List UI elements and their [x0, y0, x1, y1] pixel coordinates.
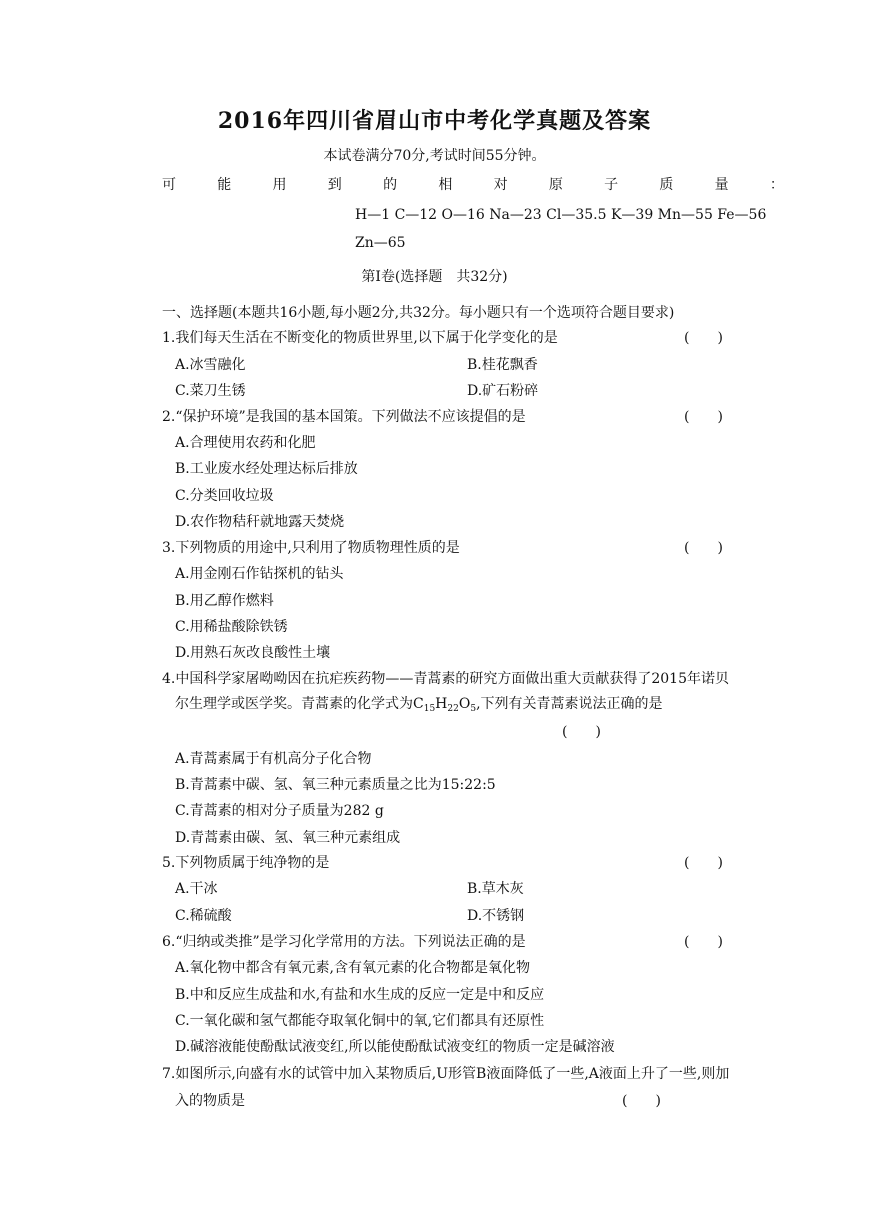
answer-blank: ( ) [684, 855, 723, 871]
atomic-mass-values-cont: Zn—65 [355, 235, 406, 251]
question-1-stem: 1.我们每天生活在不断变化的物质世界里,以下属于化学变化的是 [162, 330, 558, 346]
question-3-option-b: B.用乙醇作燃料 [175, 593, 274, 609]
question-5-stem: 5.下列物质属于纯净物的是 [162, 855, 330, 871]
answer-blank: ( ) [562, 724, 601, 740]
exam-intro: 本试卷满分70分,考试时间55分钟。 [323, 148, 546, 164]
question-3-option-d: D.用熟石灰改良酸性土壤 [175, 645, 331, 661]
question-5-option-a: A.干冰 [175, 881, 218, 897]
question-1-option-c: C.菜刀生锈 [175, 383, 246, 399]
mass-label-char: 对 [493, 177, 508, 193]
mass-label-char: 到 [327, 177, 342, 193]
question-4-option-d: D.青蒿素由碳、氢、氧三种元素组成 [175, 830, 401, 846]
question-2-stem: 2.“保护环境”是我国的基本国策。下列做法不应该提倡的是 [162, 409, 526, 425]
question-4-stem-text: 尔生理学或医学奖。青蒿素的化学式为 [175, 696, 413, 712]
mass-label-char: 可 [162, 177, 176, 193]
question-2-option-c: C.分类回收垃圾 [175, 488, 274, 504]
volume-title: 第Ⅰ卷(选择题 共32分) [361, 269, 508, 285]
question-4-stem-line2 [175, 694, 663, 719]
mass-label-char: 相 [438, 177, 453, 193]
answer-blank: ( ) [684, 330, 723, 346]
mass-label-char: 原 [548, 177, 563, 193]
question-5-option-d: D.不锈钢 [467, 908, 525, 924]
question-1-option-a: A.冰雪融化 [175, 357, 246, 373]
question-4-option-a: A.青蒿素属于有机高分子化合物 [175, 751, 372, 767]
mass-label-char: 的 [383, 177, 398, 193]
question-4-stem-text: ,下列有关青蒿素说法正确的是 [476, 696, 663, 712]
answer-blank: ( ) [684, 409, 723, 425]
question-3-option-a: A.用金刚石作钻探机的钻头 [175, 566, 344, 582]
question-4-option-c: C.青蒿素的相对分子质量为282 g [175, 803, 384, 819]
mass-label-char: 能 [217, 177, 232, 193]
atomic-mass-label [162, 175, 784, 195]
question-1-option-d: D.矿石粉碎 [467, 383, 539, 399]
chemical-formula: $C_{15}H_{22}O_5$ [413, 696, 477, 714]
atomic-mass-values: H—1 C—12 O—16 Na—23 Cl—35.5 K—39 Mn—55 Fe—56 [355, 207, 767, 223]
mass-label-char: 子 [604, 177, 619, 193]
question-6-stem: 6.“归纳或类推”是学习化学常用的方法。下列说法正确的是 [162, 934, 526, 950]
question-2-option-d: D.农作物秸秆就地露天焚烧 [175, 514, 345, 530]
question-1-option-b: B.桂花飘香 [467, 357, 538, 373]
page-title: 2016年四川省眉山市中考化学真题及答案 [217, 108, 652, 134]
question-7-stem-line2: 入的物质是 [175, 1093, 245, 1109]
question-6-option-d: D.碱溶液能使酚酞试液变红,所以能使酚酞试液变红的物质一定是碱溶液 [175, 1039, 615, 1055]
question-4-option-b: B.青蒿素中碳、氢、氧三种元素质量之比为15:22:5 [175, 777, 496, 793]
question-3-option-c: C.用稀盐酸除铁锈 [175, 619, 288, 635]
mass-label-char: 质 [659, 177, 674, 193]
question-2-option-b: B.工业废水经处理达标后排放 [175, 461, 358, 477]
mass-label-char: 量 [714, 177, 729, 193]
mass-label-char: 用 [272, 177, 287, 193]
mass-label-char: ： [769, 177, 784, 193]
question-5-option-b: B.草木灰 [467, 881, 524, 897]
section-heading: 一、选择题(本题共16小题,每小题2分,共32分。每小题只有一个选项符合题目要求) [162, 305, 675, 321]
question-6-option-c: C.一氧化碳和氢气都能夺取氧化铜中的氧,它们都具有还原性 [175, 1013, 545, 1029]
answer-blank: ( ) [622, 1093, 661, 1109]
question-4-stem-line1: 4.中国科学家屠呦呦因在抗疟疾药物——青蒿素的研究方面做出重大贡献获得了2015年诺贝 [162, 671, 729, 687]
answer-blank: ( ) [684, 540, 723, 556]
question-3-stem: 3.下列物质的用途中,只利用了物质物理性质的是 [162, 540, 460, 556]
question-6-option-b: B.中和反应生成盐和水,有盐和水生成的反应一定是中和反应 [175, 987, 545, 1003]
question-6-option-a: A.氧化物中都含有氧元素,含有氧元素的化合物都是氧化物 [175, 960, 531, 976]
question-7-stem-line1: 7.如图所示,向盛有水的试管中加入某物质后,U形管B液面降低了一些,A液面上升了一些,则加 [162, 1066, 730, 1082]
question-2-option-a: A.合理使用农药和化肥 [175, 435, 316, 451]
question-5-option-c: C.稀硫酸 [175, 908, 232, 924]
answer-blank: ( ) [684, 934, 723, 950]
